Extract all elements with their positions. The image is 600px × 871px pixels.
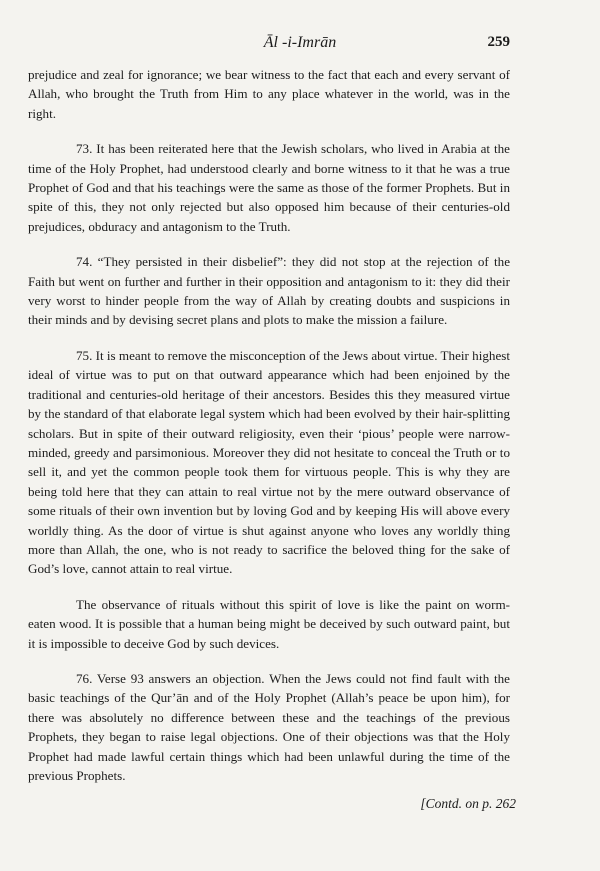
running-head xyxy=(0,34,600,56)
running-title: Āl -i-Imrān xyxy=(263,34,337,51)
paragraph-note-75: 75. It is meant to remove the misconception of the Jews about virtue. Their highest ideal of virtue was to put on that outward appearance which had been enjoined by the traditional and centuries-old heritage of their ancestors. Besides this they measured virtue by the standard of that elaborate legal system which had been evolved by their hair-splitting scholars. But in spite of their outward religiosity, even their ‘pious’ people were narrow-minded, greedy and parsimonious. Moreover they did not hesitate to conceal the Truth or to sell it, and yet the common people took them for virtuous people. This is why they are being told here that they can attain to real virtue not by the mere outward observance of some rituals of their own invention but by loving God and by keeping His will above every worldly thing. As the door of virtue is shut against anyone who loves any worldly thing more than Allah, the one, who is not ready to sacrifice the beloved thing for the sake of God’s love, cannot attain to real virtue. xyxy=(28,347,510,577)
continuation-note: [Contd. on p. 262 xyxy=(420,796,516,811)
paragraph-note-74: 74. “They persisted in their disbelief”: they did not stop at the rejection of the Faith but went on further and further in their opposition and antagonism to it: they did their very worst to hinder people from the way of Allah by creating doubts and suspicions in their minds and by devising secret plans and plots to make the mission a failure. xyxy=(28,254,510,328)
body-text xyxy=(28,65,510,801)
paragraph-note-75-cont: The observance of rituals without this spirit of love is like the paint on worm-eaten wood. It is possible that a human being might be deceived by such outward paint, but it is impossible to deceive God by such devices. xyxy=(28,596,510,651)
page-number: 259 xyxy=(487,34,510,50)
paragraph-continued: prejudice and zeal for ignorance; we bear witness to the fact that each and every servant of Allah, who brought the Truth from Him to any place whatever in the world, was in the right. xyxy=(28,67,510,121)
paragraph-note-73: 73. It has been reiterated here that the Jewish scholars, who lived in Arabia at the time of the Holy Prophet, had understood clearly and borne witness to it that he was a true Prophet of God and that his teachings were the same as those of the former Prophets. But in spite of this, they not only rejected but also opposed him because of their centuries-old prejudices, obduracy and antagonism to the Truth. xyxy=(28,141,510,234)
paragraph-note-76: 76. Verse 93 answers an objection. When the Jews could not find fault with the basic teachings of the Qur’ān and of the Holy Prophet (Allah’s peace be upon him), for there was absolutely no difference between these and the teachings of the previous Prophets, they began to raise legal objections. One of their objections was that the Holy Prophet had made lawful certain things which had been unlawful during the time of the previous Prophets. xyxy=(28,670,510,783)
